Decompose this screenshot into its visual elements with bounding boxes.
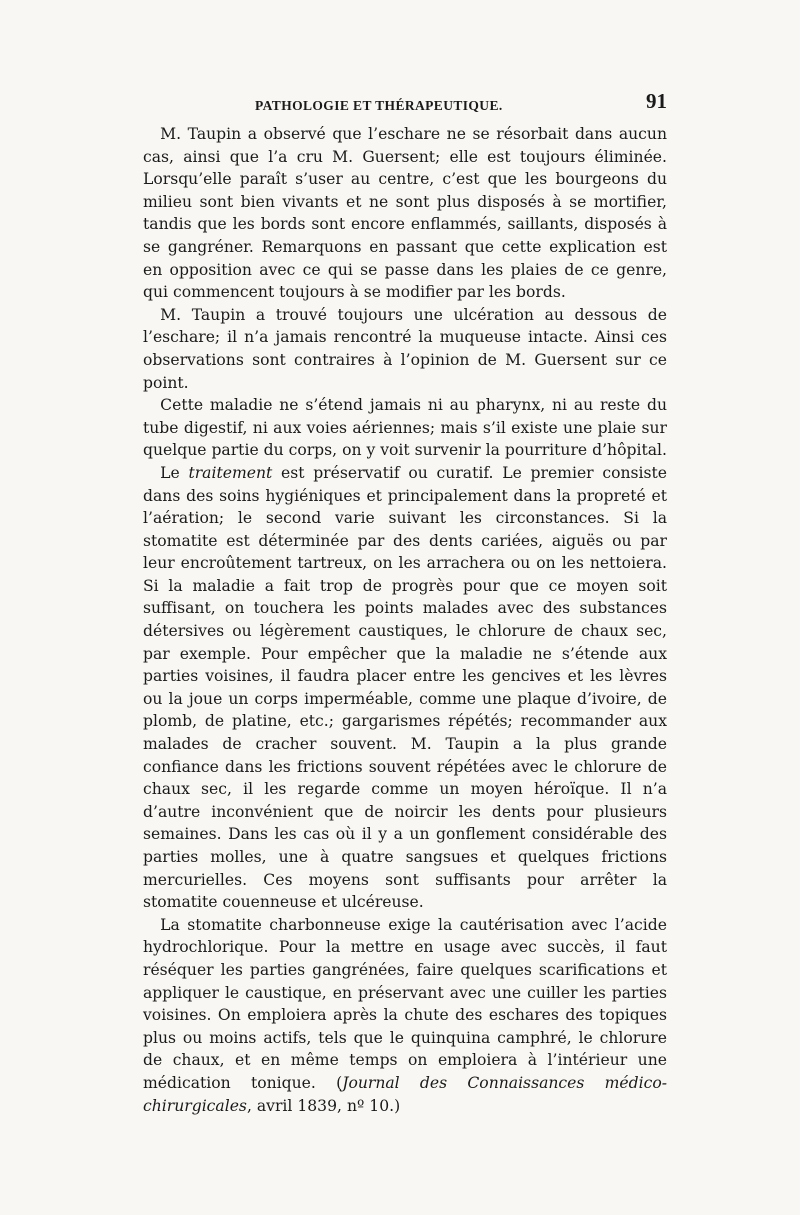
paragraph-4-lead: Le: [160, 463, 189, 482]
text-block: [143, 89, 667, 1117]
running-title: PATHOLOGIE ET THÉRAPEUTIQUE.: [255, 98, 503, 113]
running-header: [143, 89, 667, 117]
citation-date: , avril 1839, nº 10.): [246, 1096, 401, 1115]
paragraph-5-body: La stomatite charbonneuse exige la cautérisation avec l’acide hydrochlorique. Pour la mettre en usage avec succès, il faut réséquer les parties gangrénées, faire quelques scarifications et appliquer le caustique, en préservant avec une cuiller les parties voisines. On emploiera après la chute des eschares des topiques plus ou moins actifs, tels que le quinquina camphré, le chlorure de chaux, et en même temps on emploiera à l’intérieur une médication tonique. (: [143, 915, 667, 1092]
paragraph-5: [143, 914, 667, 1117]
paragraph-3: Cette maladie ne s’étend jamais ni au pharynx, ni au reste du tube digestif, ni aux voies aériennes; mais s’il existe une plaie sur quelque partie du corps, on y voit survenir la pourriture d’hôpital.: [143, 396, 667, 460]
paragraph-4-body: est préservatif ou curatif. Le premier consiste dans des soins hygiéniques et principalement dans la propreté et l’aération; le second varie suivant les circonstances. Si la stomatite est déterminée par des dents cariées, aiguës ou par leur encroûtement tartreux, on les arrachera ou on les nettoiera. Si la maladie a fait trop de progrès pour que ce moyen soit suffisant, on touchera les points malades avec des substances détersives ou légèrement caustiques, le chlorure de chaux sec, par exemple. Pour empêcher que la maladie ne s’étende aux parties voisines, il faudra placer entre les gencives et les lèvres ou la joue un corps imperméable, comme une plaque d’ivoire, de plomb, de platine, etc.; gargarismes répétés; recommander aux malades de cracher souvent. M. Taupin a la plus grande confiance dans les frictions souvent répétées avec le chlorure de chaux sec, il les regarde comme un moyen héroïque. Il n’a d’autre inconvénient que de noircir les dents pour plusieurs semaines. Dans les cas où il y a un gonflement considérable des parties molles, une à quatre sangsues et quelques frictions mercurielles. Ces moyens sont suffisants pour arrêter la stomatite couenneuse et ulcéreuse.: [143, 463, 667, 912]
paragraph-4: [143, 462, 667, 914]
treatment-term: traitement: [188, 463, 273, 482]
paragraph-1: M. Taupin a observé que l’eschare ne se résorbait dans aucun cas, ainsi que l’a cru M. Guersent; elle est toujours éliminée. Lorsqu’elle paraît s’user au centre, c’est que les bourgeons du milieu sont bien vivants et ne sont plus disposés à se mortifier, tandis que les bords sont encore enflammés, saillants, disposés à se gangréner. Remarquons en passant que cette explication est en opposition avec ce qui se passe dans les plaies de ce genre, qui commencent toujours à se modifier par les bords.: [143, 125, 667, 302]
paragraph-2: M. Taupin a trouvé toujours une ulcération au dessous de l’eschare; il n’a jamais rencontré la muqueuse intacte. Ainsi ces observations sont contraires à l’opinion de M. Guersent sur ce point.: [143, 305, 667, 392]
page-number: 91: [646, 89, 667, 113]
journal-title: Journal des Connaissances médico-chirurgicales: [143, 1073, 667, 1115]
